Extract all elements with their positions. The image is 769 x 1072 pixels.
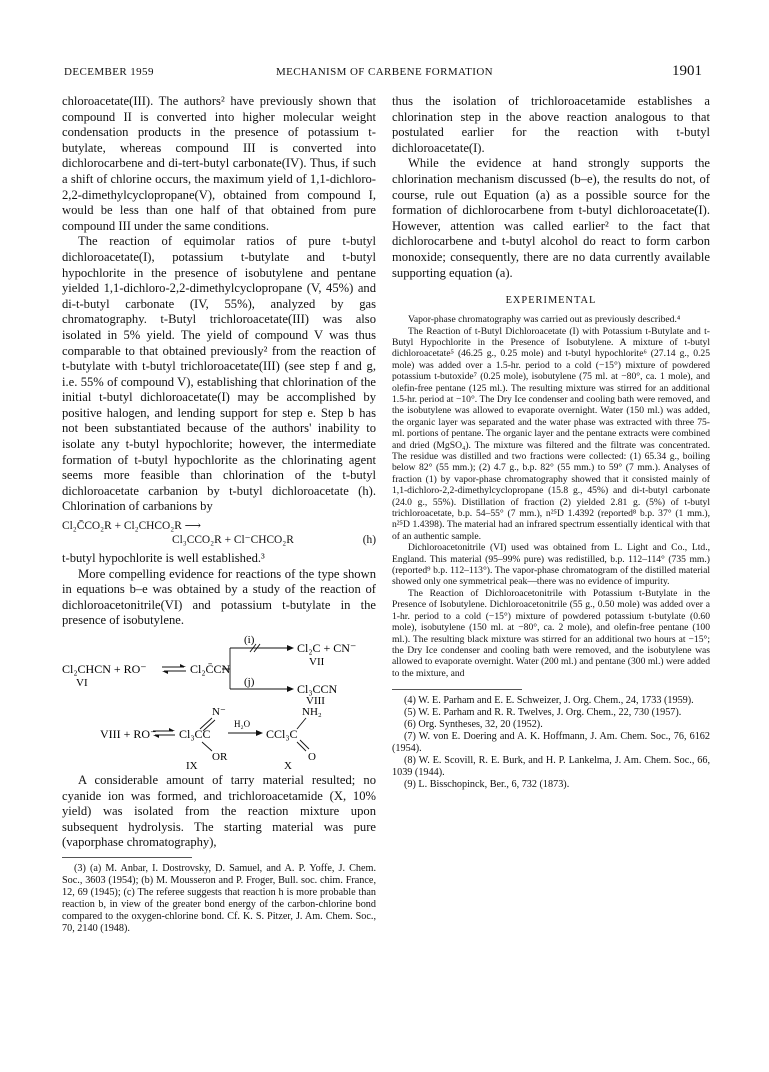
reaction-scheme-2 xyxy=(62,705,376,769)
left-paragraph-1: chloroacetate(III). The authors² have previously shown that compound II is converted into higher molecular weight condensation products in the presence of potassium t-butylate, whereas compound III is converted into dichlorocarbene and di-tert-butyl carbonate(IV). Thus, if such a shift of chlorine occurs, the maximum yield of 1,1-dichloro-2,2-dimethylcyclopropane(V), obtained from compound I, would be less than one half of that obtained from pure compound III under the same conditions. xyxy=(62,94,376,233)
left-paragraph-4: More compelling evidence for reactions of the type shown in equations b–e was obtained by a study of the reaction of dichloroacetonitrile(VI) and potassium t-butylate in the presence of isobutylene. xyxy=(62,566,376,628)
running-header-title: MECHANISM OF CARBENE FORMATION xyxy=(275,66,494,78)
scheme2-n-minus: N⁻ xyxy=(212,706,226,718)
scheme2-or-group: OR xyxy=(212,751,228,763)
equation-h-line1: Cl₂C̄CO₂R + Cl₂CHCO₂R ⟶ xyxy=(62,520,201,533)
left-paragraph-3: t-butyl hypochlorite is well established.³ xyxy=(62,551,265,566)
scheme1-product-j: Cl₃CCN xyxy=(297,682,338,696)
scheme1-product-j-label: VIII xyxy=(306,695,325,705)
reference-8: (8) W. E. Scovill, R. E. Burk, and H. P. Lankelma, J. Am. Chem. Soc., 66, 1039 (1944). xyxy=(392,755,710,779)
right-paragraph-2: While the evidence at hand strongly supports the chlorination mechanism discussed (b–e), the results do not, of course, rule out Equation (a) as a possible source for the formation of dichlorocarbene from t-butyl dichloroacetate(I). However, attention was called earlier² to the fact that dichlorocarbene and t-butyl alcohol do react to form carbon monoxide; consequently, there are no data currently available supporting equation (a). xyxy=(392,156,710,280)
scheme2-left-label: IX xyxy=(186,760,198,769)
experimental-paragraph-4: The Reaction of Dichloroacetonitrile with Potassium t-Butylate in the Presence of Isobutylene. Dichloroacetonitrile (55 g., 0.50 mole) was added over a 1-hr. period to a cold (−15°) mixture of powdered potassium t-butylate (0.60 mole), isobutylene (150 ml. at −80°, ca. 2 mole), and olefin-free pentane (100 ml.). The resulting black mixture was stirred for an additional two hours at −15°; the Dry Ice condenser and cooling bath were removed, and the isobutylene was allowed to evaporate overnight. Water (200 ml.) and pentane (300 ml.) were added to the mixture, and xyxy=(392,587,710,679)
scheme1-reactant: Cl₂CHCN + RO⁻ xyxy=(62,662,147,676)
reference-7: (7) W. von E. Doering and A. K. Hoffmann, J. Am. Chem. Soc., 76, 6162 (1954). xyxy=(392,731,710,755)
scheme1-product-i: Cl₂C + CN⁻ xyxy=(297,641,357,655)
page-number: 1901 xyxy=(672,63,702,79)
scheme2-left-carbon: Cl₃CC xyxy=(179,727,211,741)
left-paragraph-5: A considerable amount of tarry material resulted; no cyanide ion was formed, and trichloroacetamide (X, 10% yield) was isolated from the reaction mixture upon subsequent hydrolysis. The starting material was pure (vaporphase chromatography), xyxy=(62,773,376,850)
scheme2-nh2: NH₂ xyxy=(302,706,322,718)
reference-6: (6) Org. Syntheses, 32, 20 (1952). xyxy=(404,719,543,731)
right-column xyxy=(392,94,710,791)
scheme2-reactant: VIII + RO⁻ xyxy=(100,727,157,741)
running-header-date: DECEMBER 1959 xyxy=(64,66,154,78)
experimental-paragraph-2: The Reaction of t-Butyl Dichloroacetate (I) with Potassium t-Butylate and t-Butyl Hypochlorite in the Presence of Isobutylene. A mixture of t-butyl dichloroacetate⁵ (46.25 g., 0.25 mole) and t-butyl hypochlorite⁶ (27.14 g., 0.25 mole) was added over a 1.5-hr. period to a cold (−15°) mixture of powdered potassium t-butoxide⁷ (0.25 mole), isobutylene (75 ml. at −80°, ca. 1 mole), and olefin-free pentane (125 ml.). The resulting mixture was stirred for an additional 1.5-hr. period at −10°. The Dry Ice condenser and cooling bath were removed, and the isobutylene was allowed to evaporate overnight. Water (150 ml.) was added, the organic layer was separated and the water phase was extracted with three 75-ml. portions of pentane. The organic layer and the pentane extracts were combined and dried (MgSO₄). The mixture was filtered and the filtrate was concentrated. The residue was distilled and two fractions were collected: (1) 65.34 g., boiling below 82° (55 mm.); (2) 4.7 g., b.p. 82° (55 mm.) to 59° (7 mm.). Analyses of fraction (1) by vapor-phase chromatography showed that it consisted mainly of 1,1-dichloro-2,2-dimethylcyclopropane (15.8 g., 45%) and di-t-butyl carbonate (24.0 g., 55%). Distillation of fraction (2) yielded 2.81 g. (5%) of t-butyl trichloroacetate, b.p. 54–55° (7 mm.), n²⁵D 1.4392 (reported⁸ b.p. 37° (1 mm.), n²⁵D 1.4398). The material had an infrared spectrum essentially identical with that of an authentic sample. xyxy=(392,325,710,542)
reference-9: (9) L. Bisschopinck, Ber., 6, 732 (1873). xyxy=(404,779,570,791)
scheme2-reagent: H₂O xyxy=(234,719,251,729)
scheme2-right-carbon: CCl₃C xyxy=(266,727,298,741)
scheme1-reactant-label: VI xyxy=(76,677,88,689)
references-list xyxy=(392,695,710,791)
scheme1-product-i-label: VII xyxy=(309,656,325,668)
scheme1-label-j: (j) xyxy=(244,676,255,688)
reference-5: (5) W. E. Parham and R. R. Twelves, J. Org. Chem., 22, 730 (1957). xyxy=(404,707,682,719)
right-paragraph-1: thus the isolation of trichloroacetamide establishes a chlorination step in the above reaction analogous to that postulated earlier for the reaction with t-butyl dichloroacetate(I). xyxy=(392,94,710,155)
footnote-3: (3) (a) M. Anbar, I. Dostrovsky, D. Samuel, and A. P. Yoffe, J. Chem. Soc., 3603 (1954); (b) M. Mousseron and P. Froger, Bull. soc. chim. France, 12, 69 (1945); (c) The referee suggests that reaction h is more probable than reaction b, in view of the greater bond energy of the carbon-chlorine bond compared to the oxygen-chlorine bond. Cf. K. S. Pitzer, J. Am. Chem. Soc., 70, 2140 (1948). xyxy=(62,862,376,934)
equation-h xyxy=(62,519,376,547)
equation-h-label: (h) xyxy=(362,534,376,547)
scheme2-oxygen: O xyxy=(308,751,316,763)
experimental-paragraph-3: Dichloroacetonitrile (VI) used was obtained from L. Light and Co., Ltd., England. This material (95–99% pure) was redistilled, b.p. 112–114° (735 mm.) (reported⁹ b.p. 112–113°). The vapor-phase chromatogram of the distilled material showed only one symmetrical peak—there was no evidence of impurity. xyxy=(392,542,710,588)
equation-h-line2: Cl₃CCO₂R + Cl⁻CHCO₂R xyxy=(172,534,294,547)
reference-4: (4) W. E. Parham and E. E. Schweizer, J. Org. Chem., 24, 1733 (1959). xyxy=(404,695,694,707)
footnote-rule xyxy=(62,857,192,858)
left-column xyxy=(62,94,376,935)
scheme2-right-label: X xyxy=(284,760,292,769)
reaction-scheme-1 xyxy=(62,633,376,705)
scheme1-intermediate: Cl₂C̄CN xyxy=(190,662,231,676)
section-heading-experimental: EXPERIMENTAL xyxy=(505,295,597,307)
references-rule xyxy=(392,689,522,690)
scheme1-label-i: (i) xyxy=(244,634,255,646)
left-paragraph-2: The reaction of equimolar ratios of pure t-butyl dichloroacetate(I), potassium t-butylate and t-butyl hypochlorite in the presence of isobutylene and pentane yielded 1,1-dichloro-2,2-dimethylcyclopropane (V, 45%) and di-t-butyl carbonate (IV, 55%), analyzed by gas chromatography. t-Butyl trichloroacetate(III) was also isolated in 5% yield. The yield of compound V was thus comparable to that obtained previously² from the reaction of t-butylate with t-butyl trichloroacetate(III) (see step f and g, i.e. 55% of compound V), establishing that chlorination of the initial t-butyl dichloroacetate(I) may be accomplished by positive halogen, and lending support for step e. Step b has not been substantiated because of the authors' inability to isolate any t-butyl hypochlorite; however, the intermediate formation of t-butyl hypochlorite as the chlorinating agent seems more feasible than chlorination of the t-butyl dichloroacetate carbanion by t-butyl dichloroacetate (h). Chlorination of carbanions by xyxy=(62,234,376,514)
experimental-paragraph-1: Vapor-phase chromatography was carried out as previously described.⁴ xyxy=(408,314,681,326)
